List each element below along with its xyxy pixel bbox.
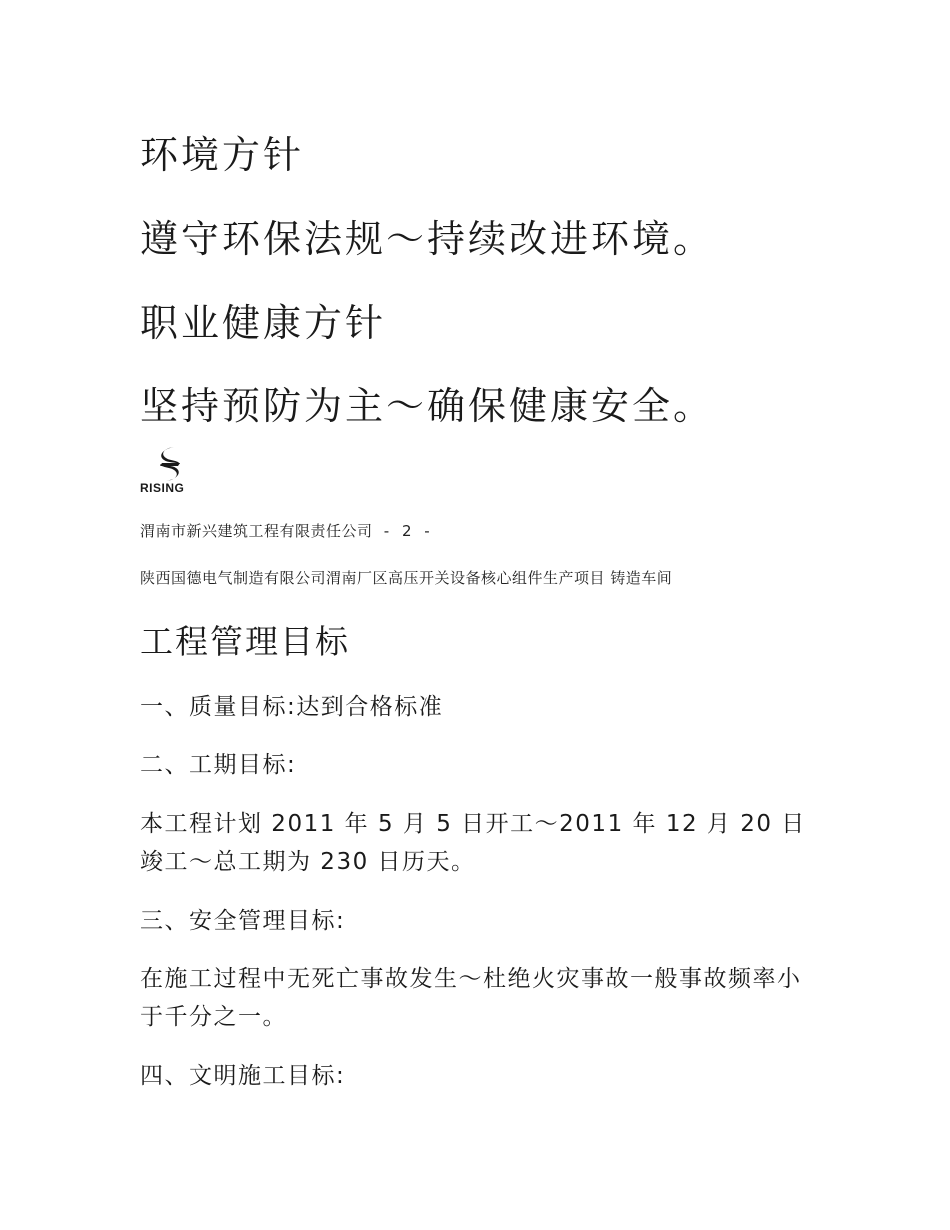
section-title: 工程管理目标: [140, 622, 350, 661]
list-item: 在施工过程中无死亡事故发生～杜绝火灾事故一般事故频率小于千分之一。: [140, 966, 802, 1030]
page-number: - 2 -: [383, 522, 434, 540]
company-name: 渭南市新兴建筑工程有限责任公司: [140, 522, 373, 540]
project-line: 陕西国德电气制造有限公司渭南厂区高压开关设备核心组件生产项目 铸造车间: [140, 569, 673, 587]
health-policy-title: 职业健康方针: [140, 301, 387, 345]
health-policy-text: 坚持预防为主～确保健康安全。: [140, 384, 715, 428]
list-item: 二、工期目标:: [140, 752, 297, 778]
logo-wordmark: RISING: [140, 481, 185, 495]
list-item: 三、安全管理目标:: [140, 908, 346, 934]
list-item: 本工程计划 2011 年 5 月 5 日开工～2011 年 12 月 20 日竣工～总工期为 230 日历天。: [140, 811, 806, 875]
rising-logo-icon: [150, 446, 190, 482]
footer: [140, 520, 434, 542]
list-item: 四、文明施工目标:: [140, 1063, 346, 1089]
env-policy-text: 遵守环保法规～持续改进环境。: [140, 217, 715, 261]
list-item: 一、质量目标:达到合格标准: [140, 694, 444, 720]
env-policy-title: 环境方针: [140, 133, 305, 177]
rising-logo: [140, 446, 200, 498]
